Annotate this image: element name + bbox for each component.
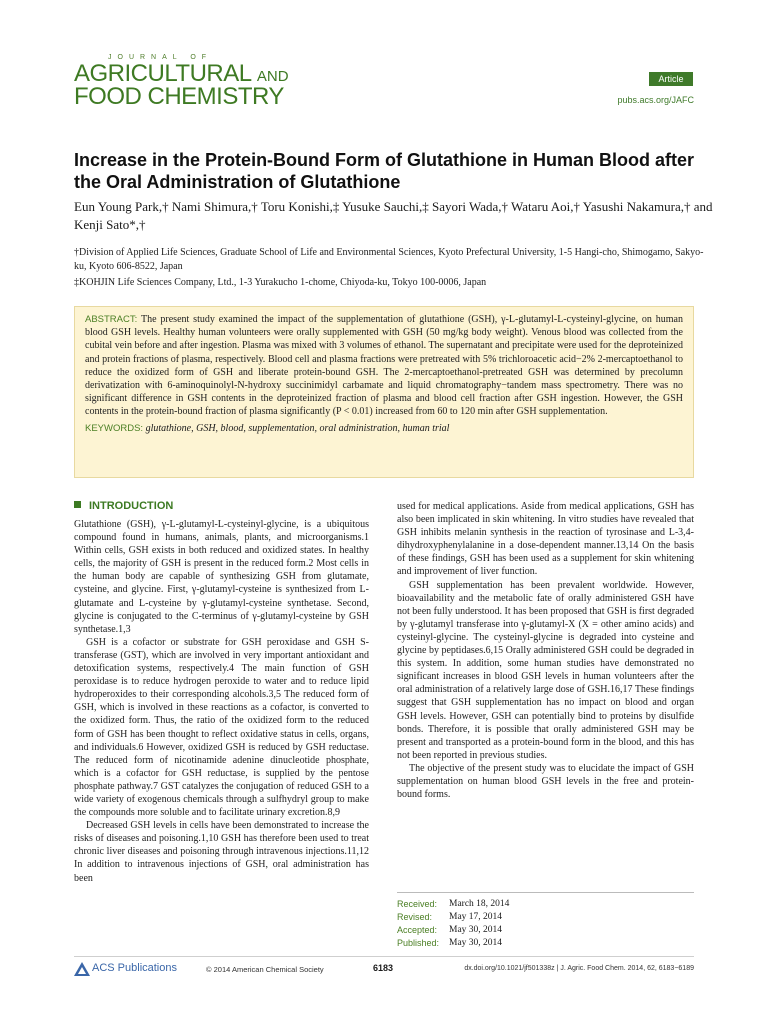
date-value: May 30, 2014 [449, 925, 503, 935]
date-value: May 30, 2014 [449, 938, 503, 948]
section-marker-icon [74, 501, 81, 508]
abstract-label: ABSTRACT: [85, 314, 138, 325]
keywords [85, 422, 683, 435]
date-label: Revised: [397, 912, 433, 922]
journal-name-and: AND [256, 68, 289, 85]
section-heading [74, 500, 173, 512]
dates-divider [397, 892, 694, 893]
affiliation-1: †Division of Applied Life Sciences, Graduate School of Life and Environmental Sciences, Kyoto Prefectural University, 1-5 Hangi-cho, Shimogamo, Sakyo-ku, Kyoto 606-8522, Japan [74, 247, 704, 272]
publication-dates [397, 898, 509, 950]
right-column [397, 500, 694, 801]
date-value: May 17, 2014 [449, 912, 503, 922]
doi-citation[interactable]: dx.doi.org/10.1021/jf501338z | J. Agric. Food Chem. 2014, 62, 6183−6189 [464, 965, 694, 972]
paragraph: The objective of the present study was to elucidate the impact of GSH supplementation on human blood GSH levels in the free and protein-bound forms. [397, 762, 694, 801]
journal-name-part1: AGRICULTURAL [74, 60, 251, 87]
keywords-list: glutathione, GSH, blood, supplementation, oral administration, human trial [145, 422, 450, 434]
journal-logo-line2: FOOD CHEMISTRY [74, 83, 284, 110]
date-value: March 18, 2014 [449, 899, 510, 909]
abstract-text: The present study examined the impact of the supplementation of glutathione (GSH), γ-L-glutamyl-L-cysteinyl-glycine, on human blood GSH levels. Healthy human volunteers were orally supplemented with GSH (50 mg/kg body weight). Venous blood was collected from the cubital vein before and after ingestion. Plasma was mixed with 3 volumes of ethanol. The supernatant and precipitate were used for the deproteinized and protein fractions of plasma, respectively. Blood cell and plasma fractions were pretreated with 5% trichloroacetic acid−2% 2-mercaptoethanol to reduce the oxidized form of GSH and liberate protein-bound GSH. The 2-mercaptoethanol-pretreated GSH was determined by precolumn derivatization with 6-aminoquinolyl-N-hydroxy succinimidyl carbamate and liquid chromatography−tandem mass spectrometry. There was no significant difference in GSH contents in the deproteinized fraction of plasma and blood cell fraction after GSH ingestion. However, the GSH contents in the protein-bound fraction of plasma significantly (P < 0.01) increased from 60 to 120 min after GSH supplementation. [85, 314, 683, 418]
article-title: Increase in the Protein-Bound Form of Glutathione in Human Blood after the Oral Administration of Glutathione [74, 150, 695, 192]
footer-divider [74, 956, 694, 957]
date-label: Published: [397, 938, 440, 948]
keywords-label: KEYWORDS: [85, 422, 144, 434]
article-badge: Article [649, 72, 693, 86]
date-label: Accepted: [397, 925, 438, 935]
date-label: Received: [397, 899, 438, 909]
acs-logo-icon [74, 962, 90, 976]
paragraph: used for medical applications. Aside from medical applications, GSH has also been implicated in skin whitening. In vitro studies have revealed that GSH inhibits melanin synthesis in the reaction of tyrosinase and L-3,4-dihydroxyphenylalanine in a dose-dependent manner.13,14 On the basis of these findings, GSH has been used as a supplement for skin whitening and improvement of liver function. [397, 501, 694, 578]
journal-url[interactable]: pubs.acs.org/JAFC [617, 95, 694, 105]
paragraph: Glutathione (GSH), γ-L-glutamyl-L-cysteinyl-glycine, is a ubiquitous compound found in humans, animals, plants, and microorganisms.1 Within cells, GSH exists in both reduced and oxidized states. In healthy cells, the majority of GSH is present in the reduced form.2 Most cells in the human body are capable of synthesizing GSH from glutamate, cysteine, and glycine. First, γ-glutamyl-cysteine is synthesized from L-glutamate and L-cysteine by γ-glutamyl-cysteine synthetase. Second, glycine is conjugated to the C-terminus of γ-glutamyl-cysteine by GSH synthetase.1,3 [74, 519, 369, 635]
paragraph: Decreased GSH levels in cells have been demonstrated to increase the risks of diseases and poisoning.1,10 GSH has therefore been used to treat chronic liver diseases and poisoning through intravenous injections.11,12 In addition to intravenous injections of GSH, oral administration has been [74, 820, 369, 884]
publisher-name: ACS Publications [92, 962, 177, 974]
page-number: 6183 [373, 963, 394, 973]
copyright: © 2014 American Chemical Society [206, 965, 324, 974]
author-list: Eun Young Park,† Nami Shimura,† Toru Konishi,‡ Yusuke Sauchi,‡ Sayori Wada,† Wataru Aoi,† Yasushi Nakamura,† and Kenji Sato*,† [74, 199, 713, 232]
section-title: INTRODUCTION [89, 500, 174, 512]
affiliation-2: ‡KOHJIN Life Sciences Company, Ltd., 1-3 Yurakucho 1-chome, Chiyoda-ku, Tokyo 100-0006, Japan [74, 277, 487, 288]
journal-logo-small: JOURNAL OF [108, 54, 213, 61]
left-column [74, 518, 369, 885]
abstract-box [74, 306, 694, 478]
paragraph: GSH supplementation has been prevalent worldwide. However, bioavailability and the metabolic fate of orally administered GSH have not been fully understood. It has been proposed that GSH is first degraded by γ-glutamyl transferase into γ-glutamyl-X (X = other amino acids) and cysteinyl-glycine. The cysteinyl-glycine is degraded into cysteine and glycine by peptidases.6,15 Orally administered GSH could be degraded in this system. In addition, some human studies have demonstrated no significant increases in blood GSH levels in human volunteers after the oral administration of a relatively large dose of GSH.16,17 These findings suggest that GSH supplementation has no impact on blood and organ GSH levels. However, GSH can potentially bind to proteins by disulfide bonds. Therefore, it is possible that orally administered GSH may be present and transported as a protein-bound form in the blood, and this has not been reported in previous studies. [397, 579, 694, 761]
abstract [85, 313, 683, 419]
paragraph: GSH is a cofactor or substrate for GSH peroxidase and GSH S-transferase (GST), which are involved in very important antioxidant and detoxification systems, respectively.4 The main function of GSH peroxidase is to reduce hydrogen peroxide to water and to reduce lipid hydroperoxides to their corresponding alcohols.3,5 The reduced form of GSH, which is involved in these reactions as a cofactor, is converted to the oxidized form. Thus, the ratio of the oxidized form to the reduced form of GSH has been thought to reflect oxidative status in cells, organs, and individuals.6 However, oxidized GSH is reduced by GSH reductase. The reduced form of nicotinamide adenine dinucleotide phosphate, which is a cofactor for GSH reductase, is supplied by the pentose phosphate pathway.7 GST catalyzes the conjugation of reduced GSH to a wide variety of exogenous chemicals through a sulfhydryl group to make the compounds more soluble and to facilitate urinary excretion.8,9 [74, 636, 369, 819]
